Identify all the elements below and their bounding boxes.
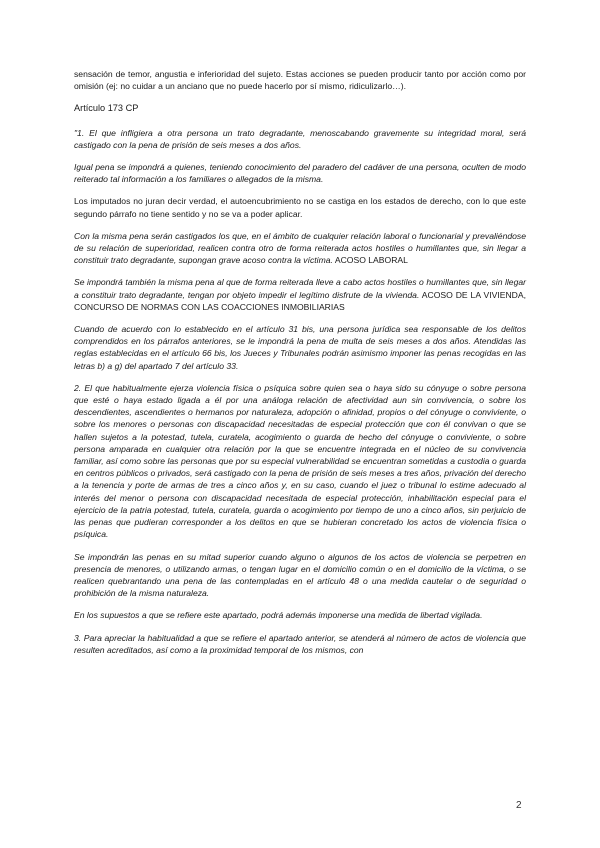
acoso-vivienda-note: ACOSO DE LA VIVIENDA, CONCURSO DE NORMAS CON LAS COACCIONES INMOBILIARIAS (74, 289, 526, 312)
paragraph-acoso-vivienda (74, 276, 526, 313)
paragraph-1: "1. El que infligiera a otra persona un trato degradante, menoscabando gravemente su integridad moral, será castigado con la pena de prisión de seis meses a dos años. (74, 127, 526, 150)
paragraph-7: 2. El que habitualmente ejerza violencia física o psíquica sobre quien sea o haya sido su cónyuge o sobre persona que esté o haya estado ligada a él por una análoga relación de afectividad aun sin convivencia, o sobre los descendientes, ascendientes o hermanos por naturaleza, adopción o afinidad, propios o del cónyuge o conviviente, o sobre los menores o personas con discapacidad necesitadas de especial protección que con él convivan o que se hallen sujetos a la potestad, tutela, curatela, acogimiento o guarda de hecho del cónyuge o conviviente, o sobre persona amparada en cualquier otra relación por la que se encuentre integrada en el núcleo de su convivencia familiar, así como sobre las personas que por su especial vulnerabilidad se encuentran sometidas a custodia o guarda en centros públicos o privados, será castigado con la pena de prisión de seis meses a tres años, privación del derecho a la tenencia y porte de armas de tres a cinco años y, en su caso, cuando el juez o tribunal lo estime adecuado al interés del menor o persona con discapacidad necesitada de especial protección, inhabilitación especial para el ejercicio de la patria potestad, tutela, curatela, guarda o acogimiento por tiempo de uno a cinco años, sin perjuicio de las penas que pudieran corresponder a los delitos en que se hubieran concretado los actos de violencia física o psíquica. (74, 382, 526, 540)
paragraph-5-text: Se impondrá también la misma pena al que de forma reiterada lleve a cabo actos hostiles o humillantes que, sin llegar a constituir trato degradante, tengan por objeto impedir el legítimo disfrute de la vivienda. (74, 277, 526, 300)
paragraph-8: Se impondrán las penas en su mitad superior cuando alguno o algunos de los actos de violencia se perpetren en presencia de menores, o utilizando armas, o tengan lugar en el domicilio común o en el domicilio de la víctima, o se realicen quebrantando una pena de las contempladas en el artículo 48 o una medida cautelar o de seguridad o prohibición de la misma naturaleza. (74, 551, 526, 599)
intro-paragraph: sensación de temor, angustia e inferioridad del sujeto. Estas acciones se pueden producir tanto por acción como por omisión (ej: no cuidar a un anciano que no puede hacerlo por sí mismo, ridiculizarlo…). (74, 69, 526, 92)
commentary-paragraph: Los imputados no juran decir verdad, el autoencubrimiento no se castiga en los estados de derecho, con lo que este segundo párrafo no tiene sentido y no se va a poder aplicar. (74, 196, 526, 219)
paragraph-2: Igual pena se impondrá a quienes, teniendo conocimiento del paradero del cadáver de una persona, oculten de modo reiterado tal información a los familiares o allegados de la misma. (74, 162, 526, 185)
article-heading: Artículo 173 CP (74, 103, 139, 114)
document-body (74, 68, 526, 666)
paragraph-6: Cuando de acuerdo con lo establecido en el artículo 31 bis, una persona jurídica sea responsable de los delitos comprendidos en los párrafos anteriores, se le impondrá la pena de multa de seis meses a dos años. Atendidas las reglas establecidas en el artículo 66 bis, los Jueces y Tribunales podrán asimismo imponer las penas recogidas en las letras b) a g) del apartado 7 del artículo 33. (74, 324, 526, 371)
page-number: 2 (516, 800, 522, 811)
paragraph-10: 3. Para apreciar la habitualidad a que se refiere el apartado anterior, se atenderá al número de actos de violencia que resulten acreditados, así como a la proximidad temporal de los mismos, con (74, 632, 526, 655)
paragraph-9: En los supuestos a que se refiere este apartado, podrá además imponerse una medida de libertad vigilada. (74, 610, 483, 621)
acoso-laboral-note: ACOSO LABORAL (334, 255, 408, 266)
paragraph-acoso-laboral (74, 230, 526, 267)
paragraph-4-text: Con la misma pena serán castigados los que, en el ámbito de cualquier relación laboral o funcionarial y prevaliéndose de su relación de superioridad, realicen contra otro de forma reiterada actos hostiles o humillantes que, sin llegar a constituir trato degradante, supongan grave acoso contra la víctima. (74, 230, 526, 266)
